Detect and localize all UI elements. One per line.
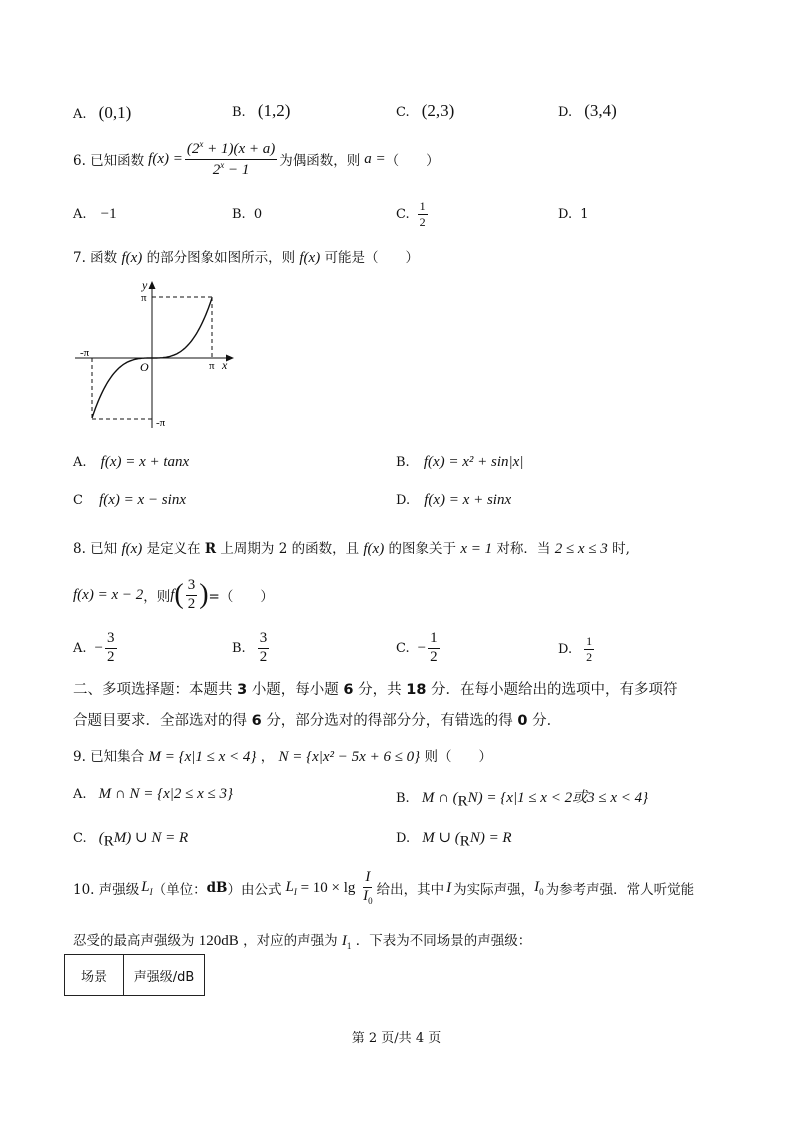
section-text: 小题，每小题	[251, 682, 339, 698]
stem-text: 为实际声强，	[453, 882, 535, 899]
frac-den: 2	[586, 649, 593, 664]
complement-sub: R	[457, 793, 468, 810]
fraction	[185, 140, 277, 179]
stem-text: 6. 已知函数	[73, 153, 145, 170]
question-8-stem	[73, 537, 630, 558]
option-label: D.	[558, 207, 573, 222]
page-footer: 第 2 页/共 4 页	[351, 1031, 442, 1046]
stem-text: 上周期为 2 的函数，且	[220, 541, 360, 557]
math-expr: M = {x|1 ≤ x < 4}	[148, 749, 257, 765]
option-label: B.	[396, 455, 410, 470]
frac-num: 1	[419, 199, 426, 213]
frac-den: 2	[212, 161, 221, 178]
math-sub: 0	[368, 895, 373, 906]
option-label: B.	[396, 791, 410, 806]
stem-text: 为参考声强．常人听觉能	[545, 882, 695, 899]
math-expr: x = 1	[460, 541, 493, 557]
fraction	[428, 631, 440, 666]
math-var: I	[446, 879, 452, 896]
frac-den: 2	[430, 648, 438, 665]
option-value: M ∩ N = {x|2 ≤ x ≤ 3}	[98, 786, 234, 802]
option-value: (1,2)	[257, 101, 291, 120]
option-label: B.	[232, 207, 246, 222]
stem-text: 是定义在	[146, 541, 201, 557]
option-value: N) = {x|1 ≤ x < 2或3 ≤ x < 4}	[467, 790, 649, 806]
math-expr: = 10 × lg	[296, 879, 360, 896]
option-value: (0,1)	[98, 103, 132, 122]
math-sub: I	[149, 887, 153, 898]
fraction	[258, 631, 270, 666]
math-sub: 1	[346, 941, 352, 951]
option-label: D.	[558, 105, 573, 120]
option-value: f(x) = x² + sin|x|	[423, 454, 524, 470]
math-expr: a =	[364, 150, 386, 167]
stem-text: 的部分图象如图所示，则	[146, 250, 296, 266]
q9-option-d	[396, 828, 512, 851]
answer-paren: =（ ）	[208, 589, 274, 606]
frac-den: 2	[419, 214, 426, 229]
question-7-stem	[73, 246, 419, 267]
stem-text: 为偶函数，则	[279, 153, 361, 170]
option-value: 0	[253, 207, 263, 222]
fraction	[361, 870, 375, 906]
x-axis-label: x	[222, 358, 228, 372]
frac-num: (2	[186, 141, 200, 157]
math-var: I	[534, 879, 540, 896]
option-value: (	[98, 830, 104, 846]
option-value: (2,3)	[421, 101, 455, 120]
y-axis-label: y	[142, 278, 148, 292]
math-expr: f(x)	[363, 541, 385, 557]
stem-text: 忍受的最高声强级为	[73, 933, 195, 949]
section-2-line1	[73, 678, 678, 699]
complement-sub: R	[103, 833, 114, 850]
q8-option-a	[73, 631, 119, 666]
section-text: 分．	[532, 713, 562, 729]
minus-sign: −	[417, 639, 427, 656]
math-var: I	[341, 933, 347, 949]
math-expr: f(x)	[299, 250, 321, 266]
section-text: 分，部分选对的得部分分，有错选的得	[266, 713, 513, 729]
option-value: M ∪ (	[422, 830, 460, 846]
math-sub: I	[293, 887, 297, 898]
math-expr: f(x) =	[148, 150, 183, 167]
stem-text: 对称．当	[496, 541, 551, 557]
option-value: 1	[580, 207, 589, 222]
q6-option-a	[73, 206, 117, 223]
option-label: B.	[232, 105, 246, 120]
section-number: 6	[251, 713, 262, 729]
real-set-symbol: R	[204, 541, 217, 557]
question-6-stem	[73, 140, 440, 179]
stem-text: 的图象关于	[388, 541, 457, 557]
section-number: 6	[343, 682, 354, 698]
option-label: D.	[396, 831, 411, 846]
option-value: M) ∪ N = R	[113, 830, 189, 846]
frac-num: 1	[586, 634, 593, 648]
q8-option-b	[232, 631, 271, 666]
option-label: A.	[73, 107, 87, 122]
math-expr: f(x)	[121, 541, 143, 557]
q5-option-b	[232, 101, 290, 121]
option-label: C	[73, 493, 83, 508]
q7-option-a	[73, 454, 189, 471]
frac-num: 3	[258, 631, 270, 649]
section-text: 分．在每小题给出的选项中，有多项符	[431, 682, 678, 698]
question-9-stem	[73, 745, 492, 766]
q9-option-c	[73, 828, 188, 851]
pi-right-label: π	[209, 360, 215, 372]
stem-text: 8. 已知	[73, 541, 118, 557]
fraction	[105, 631, 117, 666]
section-number: 3	[237, 682, 248, 698]
stem-text: ）由公式	[227, 882, 282, 899]
table-header-cell: 声强级/dB	[124, 955, 205, 996]
origin-label: O	[140, 360, 149, 374]
neg-pi-left-label: -π	[80, 347, 90, 359]
section-text: 二、多项选择题：本题共	[73, 682, 233, 698]
math-expr: f	[170, 586, 175, 603]
q7-option-b	[396, 454, 523, 471]
q7-option-c	[73, 492, 186, 509]
frac-num: I	[363, 870, 372, 888]
question-10-stem	[73, 870, 694, 906]
option-label: A.	[73, 787, 87, 802]
math-expr: 2 ≤ x ≤ 3	[554, 541, 608, 557]
minus-sign: −	[94, 639, 103, 656]
math-var: L	[141, 879, 150, 896]
frac-num: 3	[186, 578, 198, 596]
frac-den: I	[363, 887, 369, 904]
frac-den: 2	[259, 648, 268, 665]
frac-num: 1	[428, 631, 440, 649]
q9-option-a	[73, 786, 233, 803]
math-expr: f(x) = x − 2	[73, 586, 144, 603]
option-label: A.	[73, 640, 87, 656]
math-var: L	[285, 879, 294, 896]
stem-text: 9. 已知集合	[73, 749, 145, 765]
q6-option-c	[396, 200, 430, 228]
stem-text: 7. 函数	[73, 250, 118, 266]
stem-text: 10. 声强级	[73, 882, 140, 899]
section-text: 分，共	[358, 682, 402, 698]
q5-option-a	[73, 103, 131, 123]
fraction	[418, 200, 428, 228]
q8-option-c	[396, 631, 442, 666]
stem-text: ，对应的声强为	[243, 933, 338, 949]
answer-paren: 则（ ）	[424, 749, 492, 765]
paren-left: (	[174, 579, 184, 611]
q8-option-d	[558, 635, 596, 663]
answer-paren: （ ）	[385, 153, 440, 170]
table-header-cell: 场景	[65, 955, 124, 996]
pi-top-label: π	[141, 292, 147, 304]
math-expr: N = {x|x² − 5x + 6 ≤ 0}	[278, 749, 421, 765]
stem-text: 可能是（ ）	[324, 250, 420, 266]
option-label: C.	[396, 206, 410, 222]
option-value: (3,4)	[584, 101, 617, 120]
math-expr: 120dB	[198, 933, 239, 949]
question-10-line2	[73, 929, 531, 951]
option-value: f(x) = x + sinx	[424, 492, 512, 508]
fraction	[584, 635, 594, 663]
frac-num-rest: + 1)(x + a)	[203, 141, 276, 157]
fraction	[186, 578, 198, 613]
q6-option-b	[232, 207, 262, 222]
frac-den: 2	[107, 648, 115, 665]
q6-option-d	[558, 207, 589, 222]
option-value: f(x) = x + tanx	[100, 454, 190, 470]
q9-option-b	[396, 786, 648, 811]
option-value: N) = R	[469, 830, 512, 846]
frac-den-rest: − 1	[224, 161, 250, 178]
option-value: M ∩ (	[421, 790, 458, 806]
neg-pi-bottom-label: -π	[156, 417, 166, 429]
q5-option-c	[396, 101, 454, 121]
y-axis-arrow	[149, 281, 156, 289]
sound-level-table	[64, 954, 205, 996]
complement-sub: R	[459, 833, 470, 850]
option-label: B.	[232, 640, 246, 656]
frac-den: 2	[187, 595, 196, 612]
option-label: C.	[73, 831, 87, 846]
stem-text: 给出，其中	[376, 882, 445, 899]
section-text: 合题目要求．全部选对的得	[73, 713, 247, 729]
function-graph	[70, 276, 240, 436]
stem-text: ．下表为不同场景的声强级：	[355, 933, 532, 949]
unit: dB	[206, 880, 228, 897]
option-label: A.	[73, 207, 87, 222]
exp: x	[199, 139, 204, 149]
math-sub: 0	[539, 887, 544, 898]
stem-text: （单位：	[152, 882, 207, 899]
stem-text: ，则	[143, 589, 171, 606]
table-header-row	[65, 955, 205, 996]
section-number: 18	[406, 682, 427, 698]
section-2-line2	[73, 709, 561, 730]
paren-right: )	[199, 579, 209, 611]
section-number: 0	[517, 713, 528, 729]
stem-text: ，	[260, 749, 275, 765]
option-label: D.	[558, 641, 573, 657]
option-value: −1	[100, 206, 117, 222]
frac-num: 3	[105, 631, 117, 649]
option-label: C.	[396, 105, 410, 120]
q7-option-d	[396, 492, 511, 509]
option-value: f(x) = x − sinx	[99, 492, 186, 508]
math-expr: f(x)	[121, 250, 143, 266]
option-label: C.	[396, 640, 410, 656]
option-label: D.	[396, 493, 411, 508]
stem-text: 时,	[612, 541, 630, 557]
exp: x	[220, 159, 225, 170]
question-8-line2	[73, 578, 274, 613]
option-label: A.	[73, 455, 87, 470]
q5-option-d	[558, 101, 617, 121]
